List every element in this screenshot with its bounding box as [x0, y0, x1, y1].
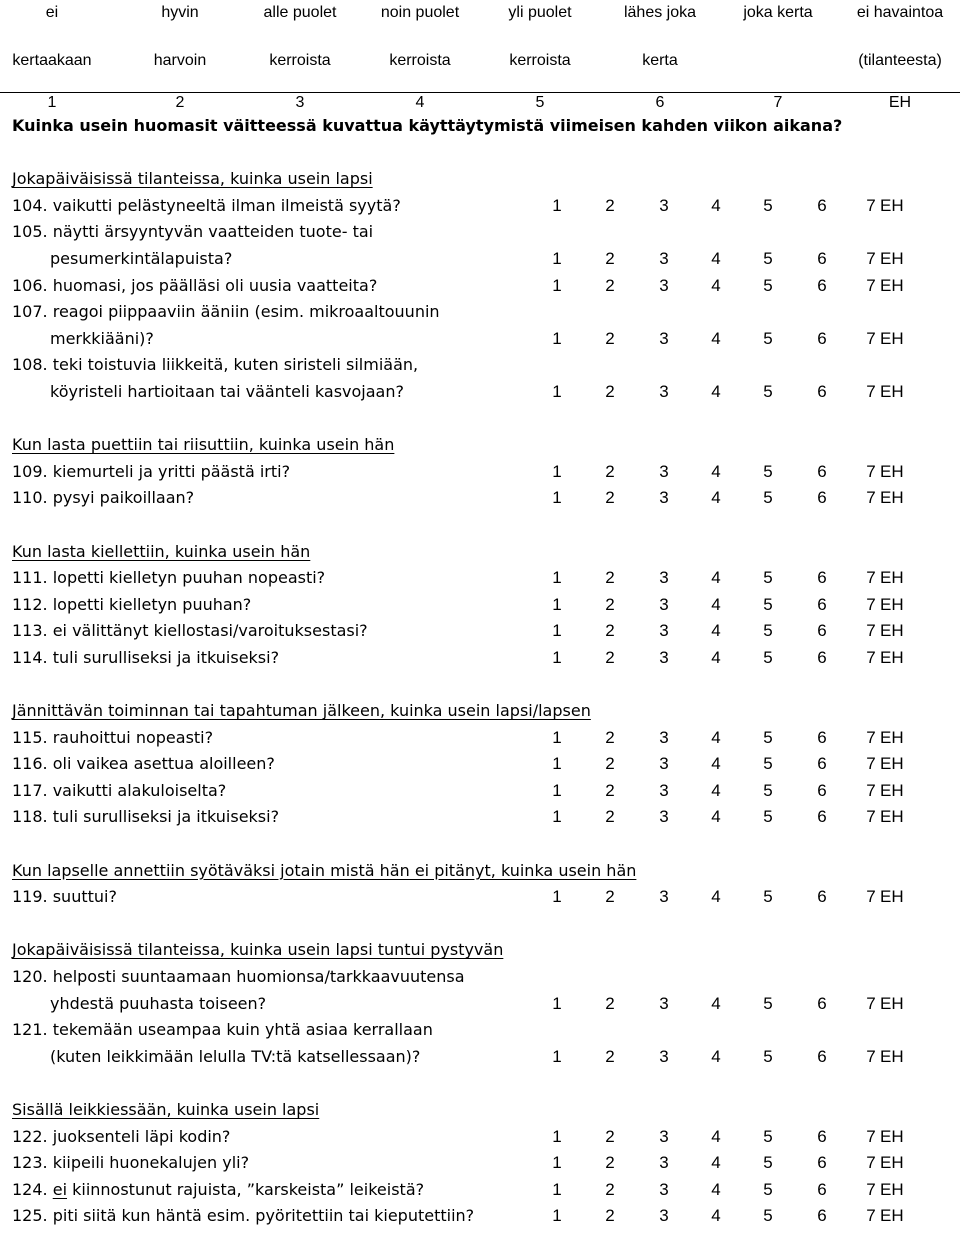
question-text: 123. kiipeili huonekalujen yli?: [12, 1153, 250, 1173]
answer-option-eh[interactable]: EH: [880, 275, 904, 295]
answer-option-3[interactable]: 3: [659, 647, 669, 667]
answer-option-6[interactable]: 6: [817, 381, 827, 401]
answer-option-7[interactable]: 7: [866, 727, 876, 747]
spacer: [12, 512, 958, 539]
answer-option-eh[interactable]: EH: [880, 647, 904, 667]
answer-option-7[interactable]: 7: [866, 754, 876, 774]
answer-option-2[interactable]: 2: [605, 647, 615, 667]
question-text: 113. ei välittänyt kiellostasi/varoituksestasi?: [12, 621, 368, 641]
answer-option-7[interactable]: 7: [866, 993, 876, 1013]
answer-option-7[interactable]: 7: [866, 248, 876, 268]
answer-option-2[interactable]: 2: [605, 780, 615, 800]
section-header: [12, 698, 958, 725]
answer-option-4[interactable]: 4: [711, 568, 721, 588]
answer-option-2[interactable]: 2: [605, 488, 615, 508]
answer-option-5[interactable]: 5: [763, 621, 773, 641]
answer-option-4[interactable]: 4: [711, 594, 721, 614]
answer-option-2[interactable]: 2: [605, 1179, 615, 1199]
answer-option-3[interactable]: 3: [659, 381, 669, 401]
answer-option-5[interactable]: 5: [763, 647, 773, 667]
answer-option-4[interactable]: 4: [711, 1126, 721, 1146]
section-header: [12, 937, 958, 964]
scale-labels-line-2: [0, 52, 960, 76]
answer-option-1[interactable]: 1: [552, 248, 562, 268]
question-row: [12, 1150, 958, 1177]
answer-option-3[interactable]: 3: [659, 1179, 669, 1199]
answer-option-6[interactable]: 6: [817, 275, 827, 295]
answer-option-3[interactable]: 3: [659, 1206, 669, 1226]
answer-option-4[interactable]: 4: [711, 727, 721, 747]
answer-option-3[interactable]: 3: [659, 887, 669, 907]
answer-option-1[interactable]: 1: [552, 754, 562, 774]
answer-option-2[interactable]: 2: [605, 993, 615, 1013]
scale-code: 7: [773, 94, 783, 111]
answer-option-eh[interactable]: EH: [880, 754, 904, 774]
question-row: [12, 1177, 958, 1204]
scale-label-top: yli puolet: [508, 4, 572, 21]
answer-option-7[interactable]: 7: [866, 1206, 876, 1226]
answer-option-5[interactable]: 5: [763, 195, 773, 215]
section-title: Kun lapselle annettiin syötäväksi jotain mistä hän ei pitänyt, kuinka usein hän: [12, 860, 637, 880]
answer-option-7[interactable]: 7: [866, 594, 876, 614]
main-question-row: [12, 113, 958, 140]
answer-option-4[interactable]: 4: [711, 1179, 721, 1199]
scale-label-top: ei havaintoa: [856, 4, 944, 21]
scale-label-top: lähes joka: [623, 4, 697, 21]
answer-option-3[interactable]: 3: [659, 488, 669, 508]
answer-option-eh[interactable]: EH: [880, 727, 904, 747]
answer-option-eh[interactable]: EH: [880, 1046, 904, 1066]
answer-option-7[interactable]: 7: [866, 328, 876, 348]
scale-code: 4: [415, 94, 425, 111]
answer-option-6[interactable]: 6: [817, 754, 827, 774]
answer-option-2[interactable]: 2: [605, 381, 615, 401]
answer-option-2[interactable]: 2: [605, 1206, 615, 1226]
section-title: Jokapäiväisissä tilanteissa, kuinka usein lapsi tuntui pystyvän: [12, 940, 504, 960]
answer-option-eh[interactable]: EH: [880, 1179, 904, 1199]
answer-option-eh[interactable]: EH: [880, 195, 904, 215]
answer-option-eh[interactable]: EH: [880, 248, 904, 268]
answer-option-6[interactable]: 6: [817, 248, 827, 268]
question-row: [12, 964, 958, 991]
section-header: [12, 1097, 958, 1124]
answer-option-5[interactable]: 5: [763, 488, 773, 508]
question-text-continued: (kuten leikkimään lelulla TV:tä katsellessaan)?: [50, 1046, 421, 1066]
answer-option-3[interactable]: 3: [659, 727, 669, 747]
scale-code: 6: [655, 94, 665, 111]
answer-option-6[interactable]: 6: [817, 1046, 827, 1066]
section-title: Sisällä leikkiessään, kuinka usein lapsi: [12, 1099, 320, 1119]
question-row: [12, 884, 958, 911]
question-row: [12, 193, 958, 220]
answer-option-3[interactable]: 3: [659, 1126, 669, 1146]
question-row: [12, 352, 958, 379]
answer-option-eh[interactable]: EH: [880, 568, 904, 588]
question-row: [12, 1124, 958, 1151]
answer-option-5[interactable]: 5: [763, 780, 773, 800]
question-row: [12, 618, 958, 645]
answer-option-7[interactable]: 7: [866, 381, 876, 401]
answer-option-4[interactable]: 4: [711, 1046, 721, 1066]
answer-option-7[interactable]: 7: [866, 195, 876, 215]
answer-option-2[interactable]: 2: [605, 1153, 615, 1173]
answer-option-5[interactable]: 5: [763, 754, 773, 774]
answer-option-2[interactable]: 2: [605, 328, 615, 348]
answer-option-1[interactable]: 1: [552, 381, 562, 401]
question-text-continued: yhdestä puuhasta toiseen?: [50, 993, 267, 1013]
question-row: [12, 273, 958, 300]
question-text: 125. piti siitä kun häntä esim. pyöritettiin tai kieputettiin?: [12, 1206, 475, 1226]
answer-option-6[interactable]: 6: [817, 1179, 827, 1199]
scale-label-bottom: kerroista: [389, 52, 451, 69]
response-scale-header: [0, 0, 960, 111]
answer-option-3[interactable]: 3: [659, 780, 669, 800]
answer-option-3[interactable]: 3: [659, 754, 669, 774]
section-title: Jännittävän toiminnan tai tapahtuman jälkeen, kuinka usein lapsi/lapsen: [12, 701, 591, 721]
question-text: 106. huomasi, jos päälläsi oli uusia vaatteita?: [12, 275, 378, 295]
answer-option-6[interactable]: 6: [817, 647, 827, 667]
answer-option-3[interactable]: 3: [659, 621, 669, 641]
answer-option-6[interactable]: 6: [817, 727, 827, 747]
answer-option-3[interactable]: 3: [659, 993, 669, 1013]
answer-option-6[interactable]: 6: [817, 195, 827, 215]
emphasized-word: ei: [52, 1179, 68, 1199]
answer-option-7[interactable]: 7: [866, 887, 876, 907]
answer-option-3[interactable]: 3: [659, 594, 669, 614]
answer-option-eh[interactable]: EH: [880, 328, 904, 348]
answer-option-4[interactable]: 4: [711, 461, 721, 481]
answer-option-3[interactable]: 3: [659, 1153, 669, 1173]
question-row: [12, 219, 958, 246]
answer-option-7[interactable]: 7: [866, 780, 876, 800]
spacer: [12, 1070, 958, 1097]
spacer: [12, 406, 958, 433]
answer-option-eh[interactable]: EH: [880, 887, 904, 907]
question-row: [12, 1044, 958, 1071]
answer-option-1[interactable]: 1: [552, 993, 562, 1013]
answer-option-eh[interactable]: EH: [880, 461, 904, 481]
scale-code: 1: [47, 94, 57, 111]
question-rest: kiinnostunut rajuista, ”karskeista” leikeistä?: [67, 1179, 425, 1199]
answer-option-7[interactable]: 7: [866, 568, 876, 588]
answer-option-1[interactable]: 1: [552, 568, 562, 588]
question-text: 107. reagoi piippaaviin ääniin (esim. mikroaaltouunin: [12, 302, 440, 322]
answer-option-2[interactable]: 2: [605, 594, 615, 614]
answer-option-5[interactable]: 5: [763, 1206, 773, 1226]
scale-code: 5: [535, 94, 545, 111]
answer-option-5[interactable]: 5: [763, 1126, 773, 1146]
answer-option-2[interactable]: 2: [605, 248, 615, 268]
answer-option-7[interactable]: 7: [866, 647, 876, 667]
answer-option-7[interactable]: 7: [866, 488, 876, 508]
answer-option-4[interactable]: 4: [711, 248, 721, 268]
answer-option-5[interactable]: 5: [763, 381, 773, 401]
answer-option-5[interactable]: 5: [763, 1179, 773, 1199]
answer-option-eh[interactable]: EH: [880, 780, 904, 800]
answer-option-4[interactable]: 4: [711, 754, 721, 774]
answer-option-eh[interactable]: EH: [880, 1126, 904, 1146]
answer-option-1[interactable]: 1: [552, 1046, 562, 1066]
section-title: Kun lasta puettiin tai riisuttiin, kuinka usein hän: [12, 435, 395, 455]
question-text-continued: merkkiääni)?: [50, 328, 154, 348]
answer-option-7[interactable]: 7: [866, 807, 876, 827]
question-text: 115. rauhoittui nopeasti?: [12, 727, 214, 747]
answer-option-1[interactable]: 1: [552, 594, 562, 614]
answer-option-7[interactable]: 7: [866, 1153, 876, 1173]
section-header: [12, 858, 958, 885]
answer-option-eh[interactable]: EH: [880, 1206, 904, 1226]
answer-option-6[interactable]: 6: [817, 328, 827, 348]
answer-option-7[interactable]: 7: [866, 621, 876, 641]
question-row: [12, 246, 958, 273]
question-text: 112. lopetti kielletyn puuhan?: [12, 594, 252, 614]
questionnaire-body: [12, 113, 958, 1230]
answer-option-1[interactable]: 1: [552, 1206, 562, 1226]
answer-option-5[interactable]: 5: [763, 248, 773, 268]
scale-label-bottom: harvoin: [153, 52, 207, 69]
scale-code: 2: [175, 94, 185, 111]
scale-label-bottom: kerroista: [509, 52, 571, 69]
question-text: [12, 1177, 424, 1204]
question-row: [12, 778, 958, 805]
main-question: Kuinka usein huomasit väitteessä kuvattua käyttäytymistä viimeisen kahden viikon aikana?: [12, 116, 843, 135]
answer-option-5[interactable]: 5: [763, 1046, 773, 1066]
answer-option-5[interactable]: 5: [763, 328, 773, 348]
answer-option-3[interactable]: 3: [659, 807, 669, 827]
answer-option-eh[interactable]: EH: [880, 381, 904, 401]
question-number: 124.: [12, 1179, 53, 1199]
scale-label-bottom: kerroista: [269, 52, 331, 69]
question-row: [12, 485, 958, 512]
answer-option-1[interactable]: 1: [552, 195, 562, 215]
spacer: [12, 911, 958, 938]
answer-option-4[interactable]: 4: [711, 488, 721, 508]
question-row: [12, 565, 958, 592]
spacer: [12, 671, 958, 698]
answer-option-5[interactable]: 5: [763, 993, 773, 1013]
answer-option-3[interactable]: 3: [659, 275, 669, 295]
question-text: 116. oli vaikea asettua aloilleen?: [12, 754, 275, 774]
scale-code: 3: [295, 94, 305, 111]
scale-label-top: hyvin: [161, 4, 199, 21]
scale-label-top: alle puolet: [263, 4, 337, 21]
answer-option-3[interactable]: 3: [659, 461, 669, 481]
question-text: 111. lopetti kielletyn puuhan nopeasti?: [12, 568, 326, 588]
spacer: [12, 140, 958, 167]
answer-option-1[interactable]: 1: [552, 1126, 562, 1146]
answer-option-4[interactable]: 4: [711, 993, 721, 1013]
question-row: [12, 592, 958, 619]
answer-option-4[interactable]: 4: [711, 647, 721, 667]
scale-label-top: noin puolet: [380, 4, 460, 21]
question-row: [12, 751, 958, 778]
answer-option-2[interactable]: 2: [605, 1046, 615, 1066]
answer-option-eh[interactable]: EH: [880, 488, 904, 508]
answer-option-5[interactable]: 5: [763, 1153, 773, 1173]
answer-option-1[interactable]: 1: [552, 275, 562, 295]
section-title: Jokapäiväisissä tilanteissa, kuinka usein lapsi: [12, 169, 373, 189]
answer-option-6[interactable]: 6: [817, 461, 827, 481]
question-text: 110. pysyi paikoillaan?: [12, 488, 195, 508]
answer-option-7[interactable]: 7: [866, 1126, 876, 1146]
answer-option-6[interactable]: 6: [817, 807, 827, 827]
answer-option-5[interactable]: 5: [763, 275, 773, 295]
answer-option-5[interactable]: 5: [763, 807, 773, 827]
scale-label-bottom: (tilanteesta): [858, 52, 942, 69]
answer-option-6[interactable]: 6: [817, 1206, 827, 1226]
question-text: 119. suuttui?: [12, 887, 117, 907]
answer-option-1[interactable]: 1: [552, 647, 562, 667]
answer-option-2[interactable]: 2: [605, 754, 615, 774]
answer-option-4[interactable]: 4: [711, 381, 721, 401]
answer-option-2[interactable]: 2: [605, 887, 615, 907]
question-row: [12, 645, 958, 672]
answer-option-4[interactable]: 4: [711, 195, 721, 215]
question-text: 118. tuli surulliseksi ja itkuiseksi?: [12, 807, 280, 827]
answer-option-4[interactable]: 4: [711, 1153, 721, 1173]
question-text: 121. tekemään useampaa kuin yhtä asiaa kerrallaan: [12, 1020, 433, 1040]
question-row: [12, 991, 958, 1018]
spacer: [12, 831, 958, 858]
answer-option-5[interactable]: 5: [763, 568, 773, 588]
answer-option-5[interactable]: 5: [763, 461, 773, 481]
header-divider: [0, 92, 960, 93]
answer-option-1[interactable]: 1: [552, 1153, 562, 1173]
answer-option-3[interactable]: 3: [659, 328, 669, 348]
question-text: 117. vaikutti alakuloiselta?: [12, 780, 227, 800]
answer-option-5[interactable]: 5: [763, 727, 773, 747]
answer-option-4[interactable]: 4: [711, 780, 721, 800]
scale-labels-line-1: [0, 4, 960, 28]
answer-option-2[interactable]: 2: [605, 568, 615, 588]
answer-option-eh[interactable]: EH: [880, 1153, 904, 1173]
answer-option-5[interactable]: 5: [763, 594, 773, 614]
answer-option-2[interactable]: 2: [605, 275, 615, 295]
answer-option-7[interactable]: 7: [866, 1179, 876, 1199]
answer-option-1[interactable]: 1: [552, 1179, 562, 1199]
question-text: 105. näytti ärsyyntyvän vaatteiden tuote- tai: [12, 222, 374, 242]
section-header: [12, 432, 958, 459]
answer-option-1[interactable]: 1: [552, 887, 562, 907]
answer-option-6[interactable]: 6: [817, 780, 827, 800]
answer-option-6[interactable]: 6: [817, 488, 827, 508]
answer-option-2[interactable]: 2: [605, 621, 615, 641]
answer-option-1[interactable]: 1: [552, 328, 562, 348]
sections-list: [12, 166, 958, 1230]
answer-option-4[interactable]: 4: [711, 275, 721, 295]
question-row: [12, 804, 958, 831]
answer-option-1[interactable]: 1: [552, 807, 562, 827]
question-text-continued: köyristeli hartioitaan tai väänteli kasvojaan?: [50, 381, 404, 401]
answer-option-6[interactable]: 6: [817, 1126, 827, 1146]
scale-label-top: joka kerta: [743, 4, 813, 21]
answer-option-1[interactable]: 1: [552, 780, 562, 800]
answer-option-1[interactable]: 1: [552, 461, 562, 481]
question-row: [12, 1017, 958, 1044]
answer-option-7[interactable]: 7: [866, 1046, 876, 1066]
answer-option-2[interactable]: 2: [605, 195, 615, 215]
answer-option-3[interactable]: 3: [659, 195, 669, 215]
question-text: 109. kiemurteli ja yritti päästä irti?: [12, 461, 291, 481]
question-row: [12, 725, 958, 752]
question-row: [12, 379, 958, 406]
question-text: 108. teki toistuvia liikkeitä, kuten siristeli silmiään,: [12, 355, 419, 375]
answer-option-7[interactable]: 7: [866, 461, 876, 481]
answer-option-eh[interactable]: EH: [880, 621, 904, 641]
scale-label-bottom: kerta: [642, 52, 678, 69]
answer-option-eh[interactable]: EH: [880, 993, 904, 1013]
scale-label-top: ei: [45, 4, 59, 21]
question-row: [12, 1203, 958, 1230]
question-text: 104. vaikutti pelästyneeltä ilman ilmeistä syytä?: [12, 195, 401, 215]
section-title: Kun lasta kiellettiin, kuinka usein hän: [12, 541, 311, 561]
answer-option-6[interactable]: 6: [817, 1153, 827, 1173]
answer-option-4[interactable]: 4: [711, 1206, 721, 1226]
answer-option-6[interactable]: 6: [817, 887, 827, 907]
question-text: 122. juoksenteli läpi kodin?: [12, 1126, 231, 1146]
answer-option-7[interactable]: 7: [866, 275, 876, 295]
section-header: [12, 166, 958, 193]
answer-option-1[interactable]: 1: [552, 727, 562, 747]
question-text-continued: pesumerkintälapuista?: [50, 248, 233, 268]
question-text: 120. helposti suuntaamaan huomionsa/tarkkaavuutensa: [12, 967, 465, 986]
answer-option-3[interactable]: 3: [659, 248, 669, 268]
answer-option-6[interactable]: 6: [817, 568, 827, 588]
answer-option-2[interactable]: 2: [605, 1126, 615, 1146]
answer-option-4[interactable]: 4: [711, 807, 721, 827]
answer-option-5[interactable]: 5: [763, 887, 773, 907]
question-row: [12, 459, 958, 486]
answer-option-2[interactable]: 2: [605, 461, 615, 481]
answer-option-2[interactable]: 2: [605, 727, 615, 747]
question-text: 114. tuli surulliseksi ja itkuiseksi?: [12, 647, 280, 667]
answer-option-2[interactable]: 2: [605, 807, 615, 827]
answer-option-4[interactable]: 4: [711, 328, 721, 348]
answer-option-1[interactable]: 1: [552, 621, 562, 641]
answer-option-3[interactable]: 3: [659, 1046, 669, 1066]
answer-option-4[interactable]: 4: [711, 621, 721, 641]
scale-label-bottom: kertaakaan: [12, 52, 92, 69]
scale-code: EH: [888, 94, 912, 111]
answer-option-6[interactable]: 6: [817, 621, 827, 641]
answer-option-3[interactable]: 3: [659, 568, 669, 588]
answer-option-6[interactable]: 6: [817, 993, 827, 1013]
answer-option-eh[interactable]: EH: [880, 594, 904, 614]
answer-option-1[interactable]: 1: [552, 488, 562, 508]
section-header: [12, 539, 958, 566]
question-row: [12, 326, 958, 353]
question-row: [12, 299, 958, 326]
answer-option-6[interactable]: 6: [817, 594, 827, 614]
answer-option-4[interactable]: 4: [711, 887, 721, 907]
answer-option-eh[interactable]: EH: [880, 807, 904, 827]
